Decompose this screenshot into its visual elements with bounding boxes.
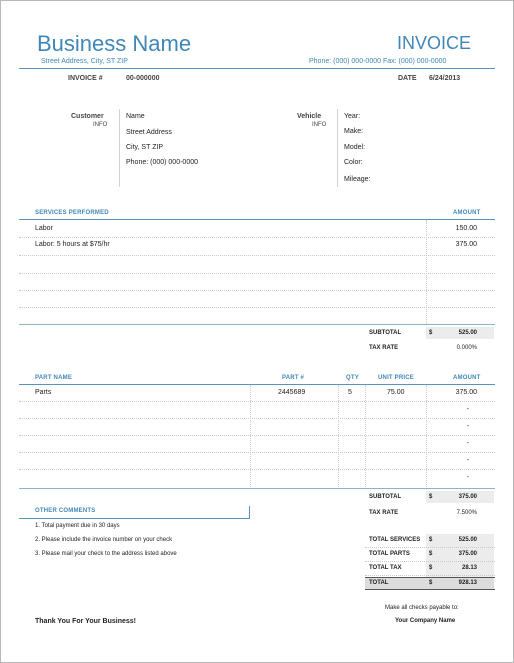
services-taxrate: 0.000% bbox=[456, 345, 477, 351]
services-subtotal-label: SUBTOTAL bbox=[369, 330, 402, 336]
parts-subtotal: 375.00 bbox=[458, 494, 477, 500]
parts-qty-header: QTY bbox=[346, 375, 359, 381]
part-amount: - bbox=[466, 423, 469, 430]
vehicle-label: Vehicle bbox=[297, 113, 322, 120]
services-taxrate-label: TAX RATE bbox=[369, 345, 399, 351]
row-divider bbox=[19, 435, 495, 436]
total-tax-label: TOTAL TAX bbox=[369, 565, 402, 571]
parts-subtotal-label: SUBTOTAL bbox=[369, 494, 402, 500]
row-divider bbox=[365, 547, 495, 548]
total-tax: 28.13 bbox=[461, 565, 477, 571]
part-amount: - bbox=[466, 474, 469, 481]
payable-to-line: Make all checks payable to: bbox=[385, 605, 459, 611]
comment-line: 1. Total payment due in 30 days bbox=[35, 523, 120, 529]
row-divider bbox=[19, 452, 495, 453]
services-amount-header: AMOUNT bbox=[453, 210, 481, 216]
part-amount: - bbox=[466, 406, 469, 413]
date-value: 6/24/2013 bbox=[429, 75, 461, 82]
customer-info-label: INFO bbox=[93, 122, 108, 128]
customer-divider bbox=[119, 109, 120, 187]
comments-header-line bbox=[19, 518, 250, 519]
services-column-divider bbox=[426, 220, 427, 324]
invoice-title: INVOICE bbox=[397, 33, 472, 53]
service-amount: 150.00 bbox=[455, 225, 477, 232]
vehicle-divider bbox=[337, 109, 338, 187]
comments-corner bbox=[249, 506, 250, 519]
customer-city: City, ST ZIP bbox=[126, 144, 164, 151]
vehicle-info-label: INFO bbox=[312, 122, 327, 128]
vehicle-mileage: Mileage: bbox=[344, 176, 371, 183]
part-price: 75.00 bbox=[387, 389, 405, 396]
business-address: Street Address, City, ST ZIP bbox=[41, 58, 128, 65]
service-desc: Labor: 5 hours at $75/hr bbox=[35, 241, 110, 248]
customer-phone: Phone: (000) 000-0000 bbox=[126, 159, 198, 166]
parts-amount-header: AMOUNT bbox=[453, 375, 481, 381]
total-services: 525.00 bbox=[458, 537, 477, 543]
parts-taxrate: 7.500% bbox=[456, 510, 477, 516]
total-services-label: TOTAL SERVICES bbox=[369, 537, 421, 543]
vehicle-model: Model: bbox=[344, 144, 366, 151]
comment-line: 2. Please include the invoice number on your check bbox=[35, 537, 173, 543]
parts-name-header: PART NAME bbox=[35, 375, 73, 381]
total-tax-currency: $ bbox=[429, 565, 433, 571]
parts-price-header: UNIT PRICE bbox=[378, 375, 415, 381]
row-divider bbox=[19, 290, 495, 291]
invoice-number-label: INVOICE # bbox=[68, 75, 103, 82]
business-phone-fax: Phone: (000) 000-0000 Fax: (000) 000-0000 bbox=[309, 58, 447, 65]
parts-taxrate-label: TAX RATE bbox=[369, 510, 399, 516]
comment-line: 3. Please mail your check to the address listed above bbox=[35, 551, 177, 557]
vehicle-year: Year: bbox=[344, 113, 361, 120]
total-parts-currency: $ bbox=[429, 551, 433, 557]
invoice-number: 00-000000 bbox=[126, 75, 160, 82]
customer-label: Customer bbox=[71, 113, 104, 120]
part-amount: - bbox=[466, 440, 469, 447]
part-number: 2445689 bbox=[278, 389, 306, 396]
header-divider bbox=[19, 68, 495, 69]
services-subtotal-currency: $ bbox=[429, 330, 433, 336]
parts-subtotal-currency: $ bbox=[429, 494, 433, 500]
vehicle-make: Make: bbox=[344, 128, 364, 135]
part-amount: - bbox=[466, 457, 469, 464]
row-divider bbox=[365, 575, 495, 576]
part-name: Parts bbox=[35, 389, 52, 396]
part-qty: 5 bbox=[348, 389, 352, 396]
services-bottom-line bbox=[19, 324, 495, 325]
business-name: Business Name bbox=[37, 31, 192, 56]
comments-header: OTHER COMMENTS bbox=[35, 508, 96, 514]
row-divider bbox=[19, 255, 495, 256]
row-divider bbox=[19, 418, 495, 419]
parts-bottom-line bbox=[19, 488, 495, 489]
service-amount: 375.00 bbox=[455, 241, 477, 248]
row-divider bbox=[365, 561, 495, 562]
row-divider bbox=[19, 469, 495, 470]
company-name: Your Company Name bbox=[395, 618, 456, 624]
grand-total-label: TOTAL bbox=[369, 580, 389, 586]
customer-name: Name bbox=[126, 113, 145, 120]
part-amount: 375.00 bbox=[455, 389, 477, 396]
row-divider bbox=[19, 307, 495, 308]
service-desc: Labor bbox=[35, 225, 53, 232]
date-label: DATE bbox=[398, 75, 417, 82]
services-subtotal: 525.00 bbox=[458, 330, 477, 336]
row-divider bbox=[19, 401, 495, 402]
customer-street: Street Address bbox=[126, 129, 172, 136]
row-divider bbox=[19, 273, 495, 274]
parts-header-line bbox=[19, 384, 495, 385]
services-header: SERVICES PERFORMED bbox=[35, 210, 109, 216]
row-divider bbox=[19, 237, 495, 238]
total-parts-label: TOTAL PARTS bbox=[369, 551, 410, 557]
grand-total-currency: $ bbox=[429, 580, 433, 586]
grand-total: 928.13 bbox=[458, 580, 477, 586]
thank-you-note: Thank You For Your Business! bbox=[35, 618, 136, 625]
grand-total-bottom-line bbox=[365, 589, 495, 590]
vehicle-color: Color: bbox=[344, 159, 363, 166]
total-parts: 375.00 bbox=[458, 551, 477, 557]
parts-number-header: PART # bbox=[282, 375, 305, 381]
total-services-currency: $ bbox=[429, 537, 433, 543]
grand-total-top-line bbox=[365, 577, 495, 578]
services-header-line bbox=[19, 219, 495, 220]
